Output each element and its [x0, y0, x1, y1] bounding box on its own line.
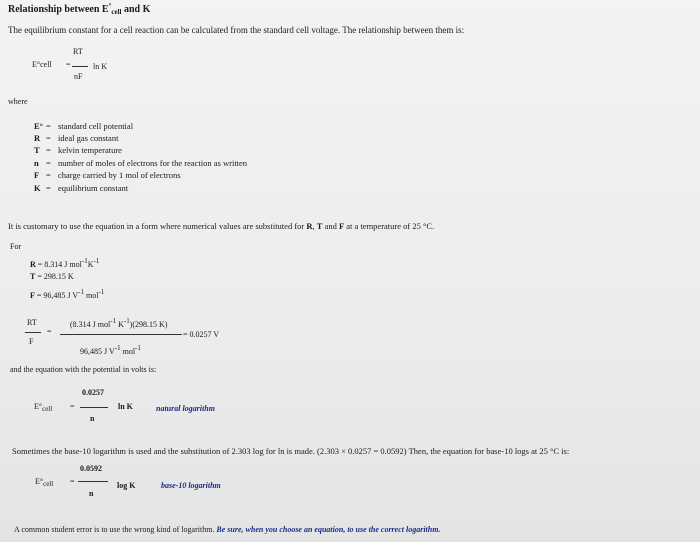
- constant-row: T = 298.15 K: [30, 272, 74, 281]
- eq4-note: base-10 logarithm: [161, 481, 221, 490]
- eq3-equals: =: [70, 402, 75, 411]
- eq4-denominator: n: [89, 489, 94, 498]
- eq2-lhs-numerator: RT: [27, 318, 37, 327]
- eq3-note: natural logarithm: [156, 404, 215, 413]
- where-label: where: [8, 97, 28, 106]
- for-label: For: [10, 242, 22, 251]
- eq3-fraction-bar: [80, 407, 108, 408]
- customary-text: It is customary to use the equation in a form where numerical values are substituted for R, T and F at a temperature of 25 °C.: [8, 221, 435, 231]
- constant-row: F = 96,485 J V-1 mol-1: [30, 288, 105, 300]
- eq4-equals: =: [70, 477, 75, 486]
- definition-row: n = number of moles of electrons for the reaction as written: [34, 158, 248, 168]
- definition-row: E° = standard cell potential: [34, 121, 134, 131]
- eq2-denominator: 96,485 J V-1 mol-1: [80, 344, 141, 356]
- eq1-numerator: RT: [73, 47, 83, 56]
- eq1-rhs: ln K: [93, 62, 107, 71]
- definition-row: R = ideal gas constant: [34, 133, 119, 143]
- eq4-lhs: E°cell: [35, 477, 54, 488]
- eq1-lhs: E°cell: [32, 60, 52, 69]
- eq1-denominator: nF: [74, 72, 83, 81]
- eq4-numerator: 0.0592: [80, 464, 102, 473]
- intro-text: The equilibrium constant for a cell reaction can be calculated from the standard cell voltage. The relationship between them is:: [8, 25, 465, 35]
- constant-row: R = 8.314 J mol-1K-1: [30, 257, 100, 269]
- base10-text: Sometimes the base-10 logarithm is used and the substitution of 2.303 log for ln is made. (2.303 × 0.0257 = 0.0592) Then, the equation for base-10 logs at 25 °C is:: [12, 446, 570, 456]
- eq1-equals: =: [66, 60, 71, 69]
- eq2-numerator: (8.314 J mol-1 K-1)(298.15 K): [70, 317, 168, 329]
- eq1-fraction-bar: [72, 66, 88, 67]
- eq3-rhs: ln K: [118, 402, 133, 411]
- page-title: Relationship between $E^\circ_{cell}$ and K: [8, 2, 151, 16]
- eq2-result: = 0.0257 V: [183, 330, 220, 339]
- eq2-fraction-bar: [60, 334, 182, 335]
- volts-text: and the equation with the potential in volts is:: [10, 365, 157, 374]
- definition-row: K = equilibrium constant: [34, 183, 129, 193]
- eq2-equals: =: [47, 327, 52, 336]
- eq4-rhs: log K: [117, 481, 136, 490]
- eq2-lhs-bar: [25, 332, 41, 333]
- eq3-denominator: n: [90, 414, 95, 423]
- eq2-lhs-denominator: F: [29, 337, 34, 346]
- definition-row: T = kelvin temperature: [34, 145, 122, 155]
- eq3-lhs: E°cell: [34, 402, 53, 413]
- definition-row: F = charge carried by 1 mol of electrons: [34, 170, 181, 180]
- footer-note: A common student error is to use the wrong kind of logarithm. Be sure, when you choose an equation, to use the correct logarithm.: [14, 525, 441, 534]
- eq4-fraction-bar: [78, 481, 108, 482]
- eq3-numerator: 0.0257: [82, 388, 104, 397]
